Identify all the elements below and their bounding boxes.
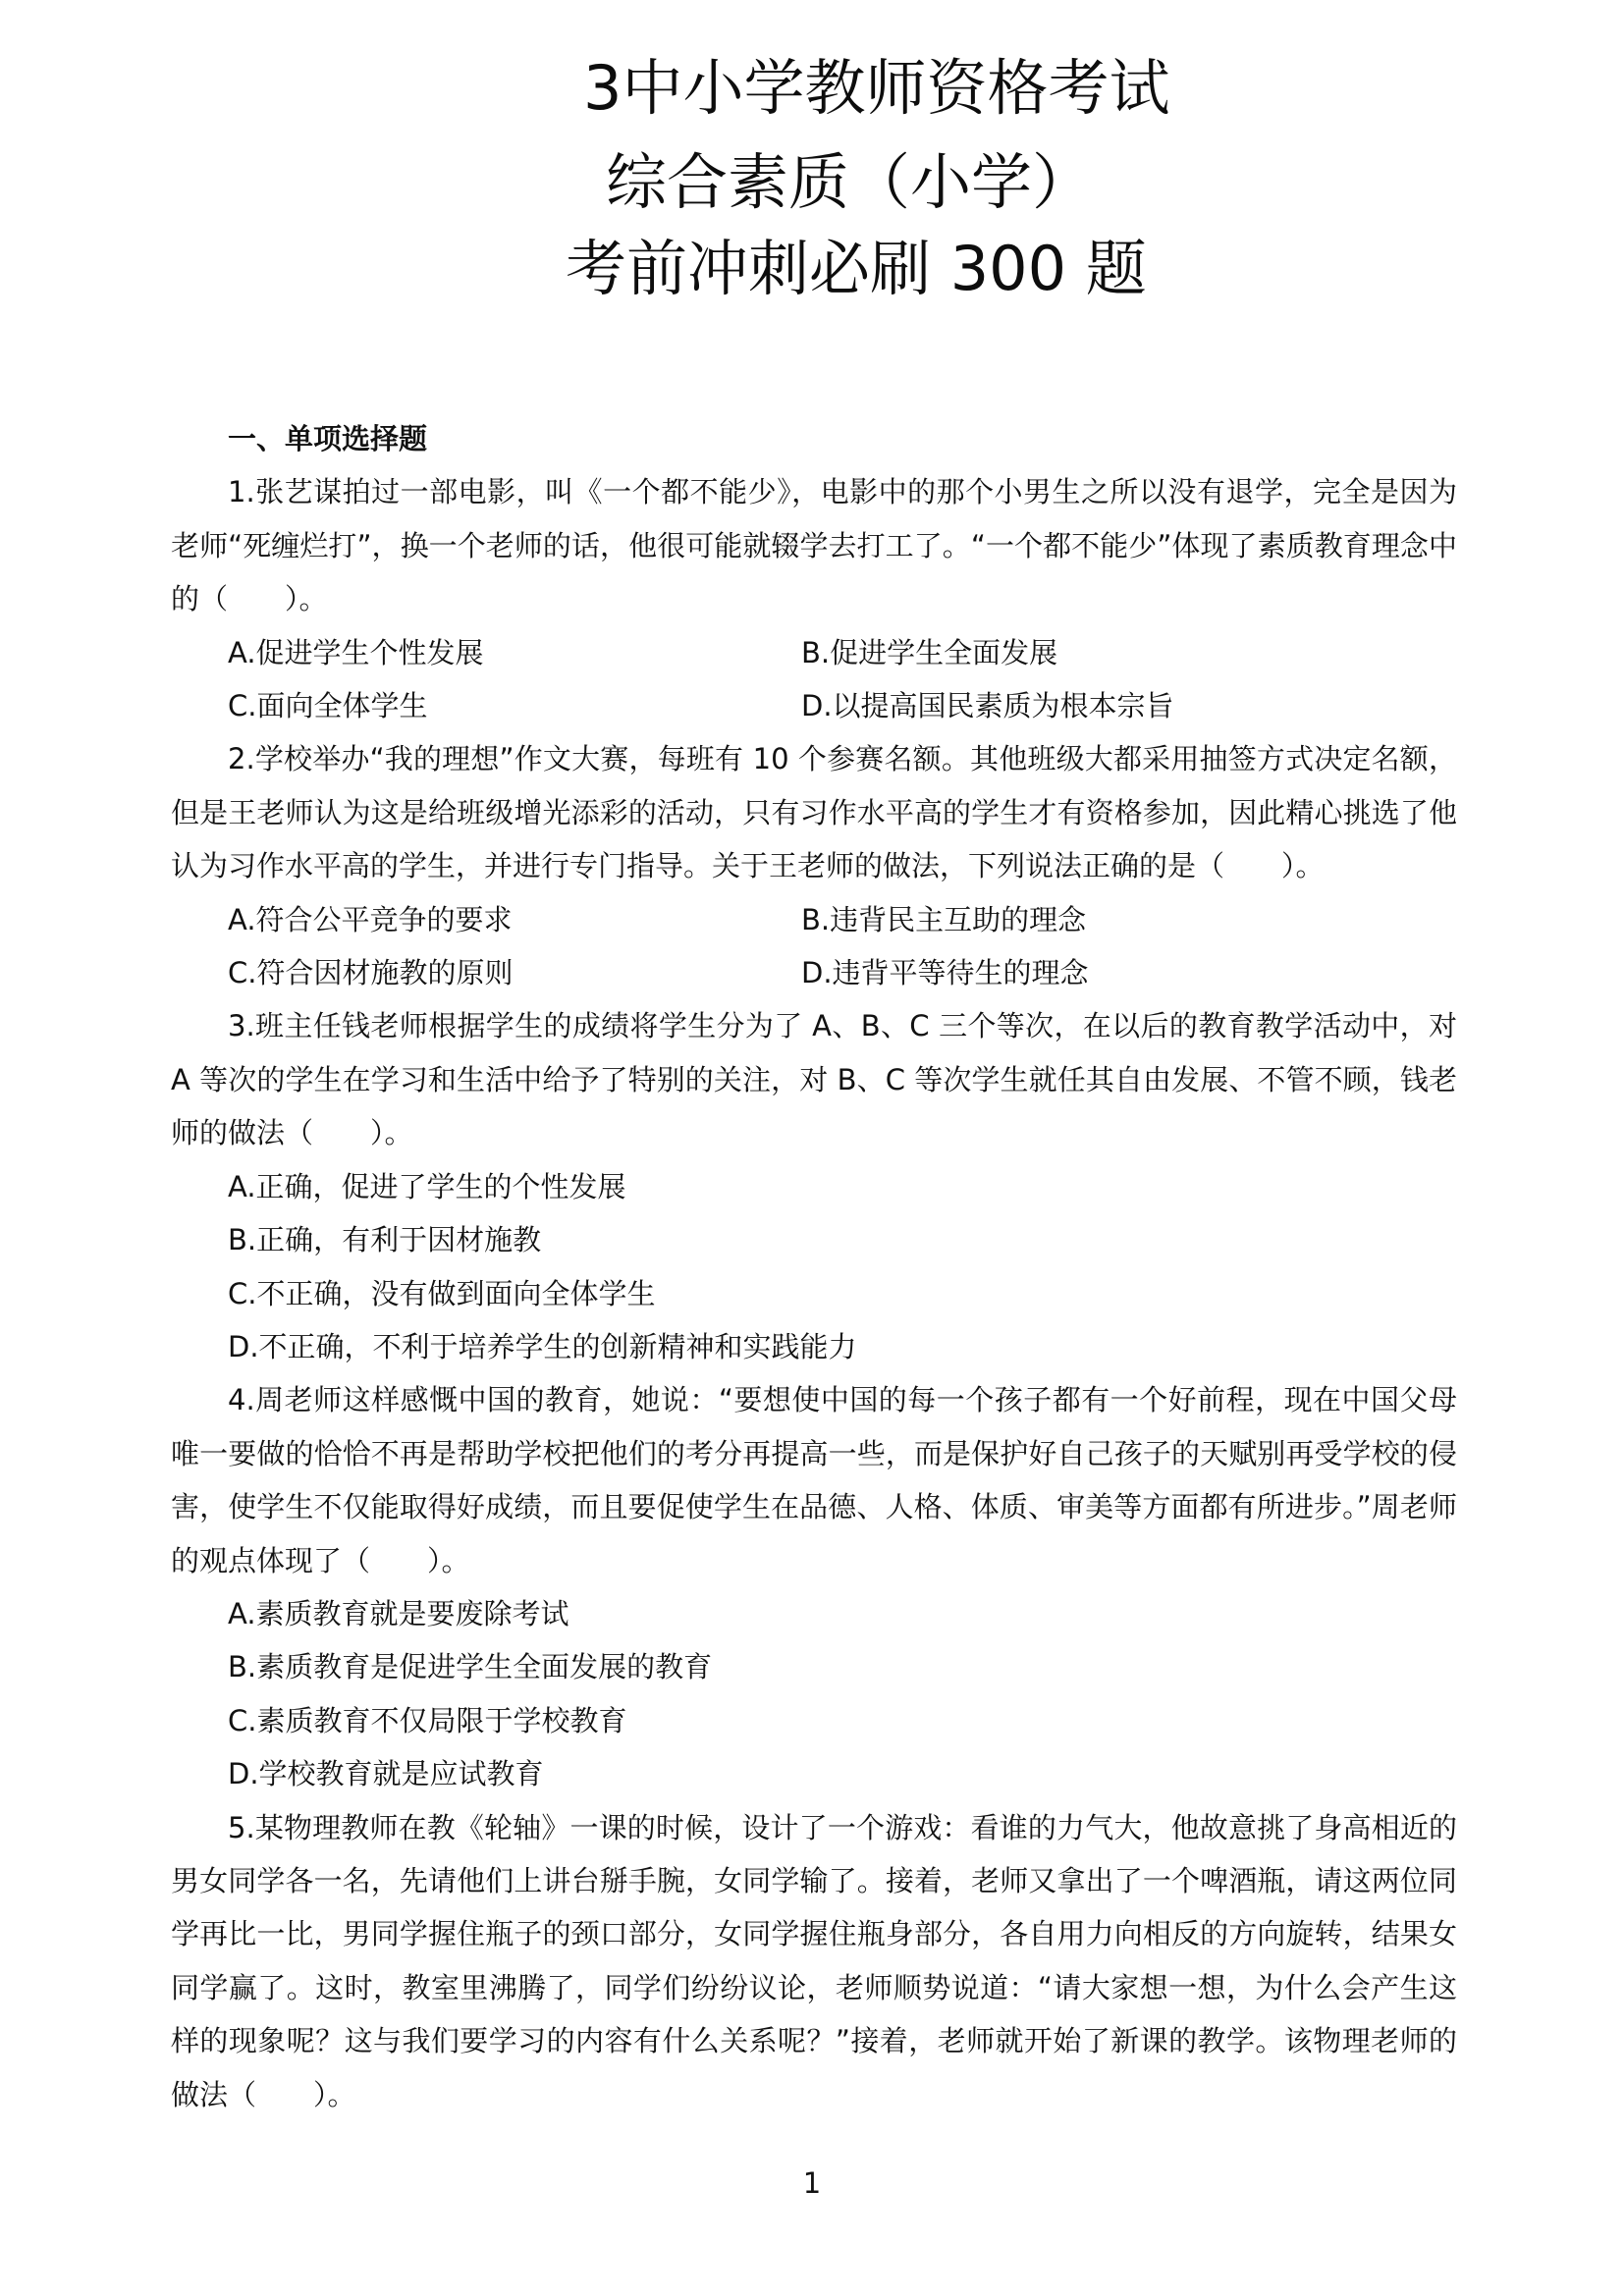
question-4-option-d: D.学校教育就是应试教育 xyxy=(228,1757,544,1791)
question-3-option-a: A.正确，促进了学生的个性发展 xyxy=(228,1169,626,1203)
question-4-option-c: C.素质教育不仅局限于学校教育 xyxy=(228,1703,627,1737)
title-line-2: 综合素质（小学） xyxy=(606,146,1094,218)
question-2-option-d: D.违背平等待生的理念 xyxy=(801,956,1089,990)
question-4-option-b: B.素质教育是促进学生全面发展的教育 xyxy=(228,1650,713,1684)
question-1-option-c: C.面向全体学生 xyxy=(228,689,428,723)
question-2-options-row-2 xyxy=(171,946,1457,999)
question-2-option-c: C.符合因材施教的原则 xyxy=(228,956,514,990)
question-4-stem: 4.周老师这样感慨中国的教育，她说：“要想使中国的每一个孩子都有一个好前程，现在中国父母唯一要做的恰恰不再是帮助学校把他们的考分再提高一些，而是保护好自己孩子的天赋别再受学校的侵害，使学生不仅能取得好成绩，而且要促使学生在品德、人格、体质、审美等方面都有所进步。”周老师的观点体现了（ ）。 xyxy=(171,1383,1457,1577)
question-1-option-d: D.以提高国民素质为根本宗旨 xyxy=(801,689,1174,723)
title-line-3: 考前冲刺必刷 300 题 xyxy=(566,233,1147,304)
section-heading: 一、单项选择题 xyxy=(228,422,428,455)
question-3-stem: 3.班主任钱老师根据学生的成绩将学生分为了 A、B、C 三个等次，在以后的教育教学活动中，对 A 等次的学生在学习和生活中给予了特别的关注，对 B、C 等次学生就任其自由发展、不管不顾，钱老师的做法（ ）。 xyxy=(171,1009,1457,1150)
question-1-option-b: B.促进学生全面发展 xyxy=(801,635,1058,669)
question-1-options-row-1 xyxy=(171,626,1457,679)
question-4-option-a: A.素质教育就是要废除考试 xyxy=(228,1596,569,1630)
question-2-options-row-1 xyxy=(171,893,1457,946)
question-2-option-b: B.违背民主互助的理念 xyxy=(801,902,1087,936)
question-2-option-a: A.符合公平竞争的要求 xyxy=(228,902,513,936)
question-3-option-b: B.正确，有利于因材施教 xyxy=(228,1223,542,1257)
question-3-option-c: C.不正确，没有做到面向全体学生 xyxy=(228,1276,656,1310)
title-line-1: 3中小学教师资格考试 xyxy=(583,52,1170,124)
question-2-stem: 2.学校举办“我的理想”作文大赛，每班有 10 个参赛名额。其他班级大都采用抽签方式决定名额，但是王老师认为这是给班级增光添彩的活动，只有习作水平高的学生才有资格参加，因此精心挑选了他认为习作水平高的学生，并进行专门指导。关于王老师的做法，下列说法正确的是（ ）。 xyxy=(171,742,1457,883)
question-1-options-row-2 xyxy=(171,679,1457,732)
question-3-option-d: D.不正确，不利于培养学生的创新精神和实践能力 xyxy=(228,1329,857,1363)
question-5-stem: 5.某物理教师在教《轮轴》一课的时候，设计了一个游戏：看谁的力气大，他故意挑了身高相近的男女同学各一名，先请他们上讲台掰手腕，女同学输了。接着，老师又拿出了一个啤酒瓶，请这两位同学再比一比，男同学握住瓶子的颈口部分，女同学握住瓶身部分，各自用力向相反的方向旋转，结果女同学赢了。这时，教室里沸腾了，同学们纷纷议论，老师顺势说道：“请大家想一想，为什么会产生这样的现象呢？这与我们要学习的内容有什么关系呢？”接着，老师就开始了新课的教学。该物理老师的做法（ ）。 xyxy=(171,1810,1457,2111)
question-1-stem: 1.张艺谋拍过一部电影，叫《一个都不能少》，电影中的那个小男生之所以没有退学，完全是因为老师“死缠烂打”，换一个老师的话，他很可能就辍学去打工了。“一个都不能少”体现了素质教育理念中的（ ）。 xyxy=(171,475,1457,616)
page-number: 1 xyxy=(802,2166,822,2200)
question-content xyxy=(171,412,1457,2121)
question-1-option-a: A.促进学生个性发展 xyxy=(228,635,484,669)
